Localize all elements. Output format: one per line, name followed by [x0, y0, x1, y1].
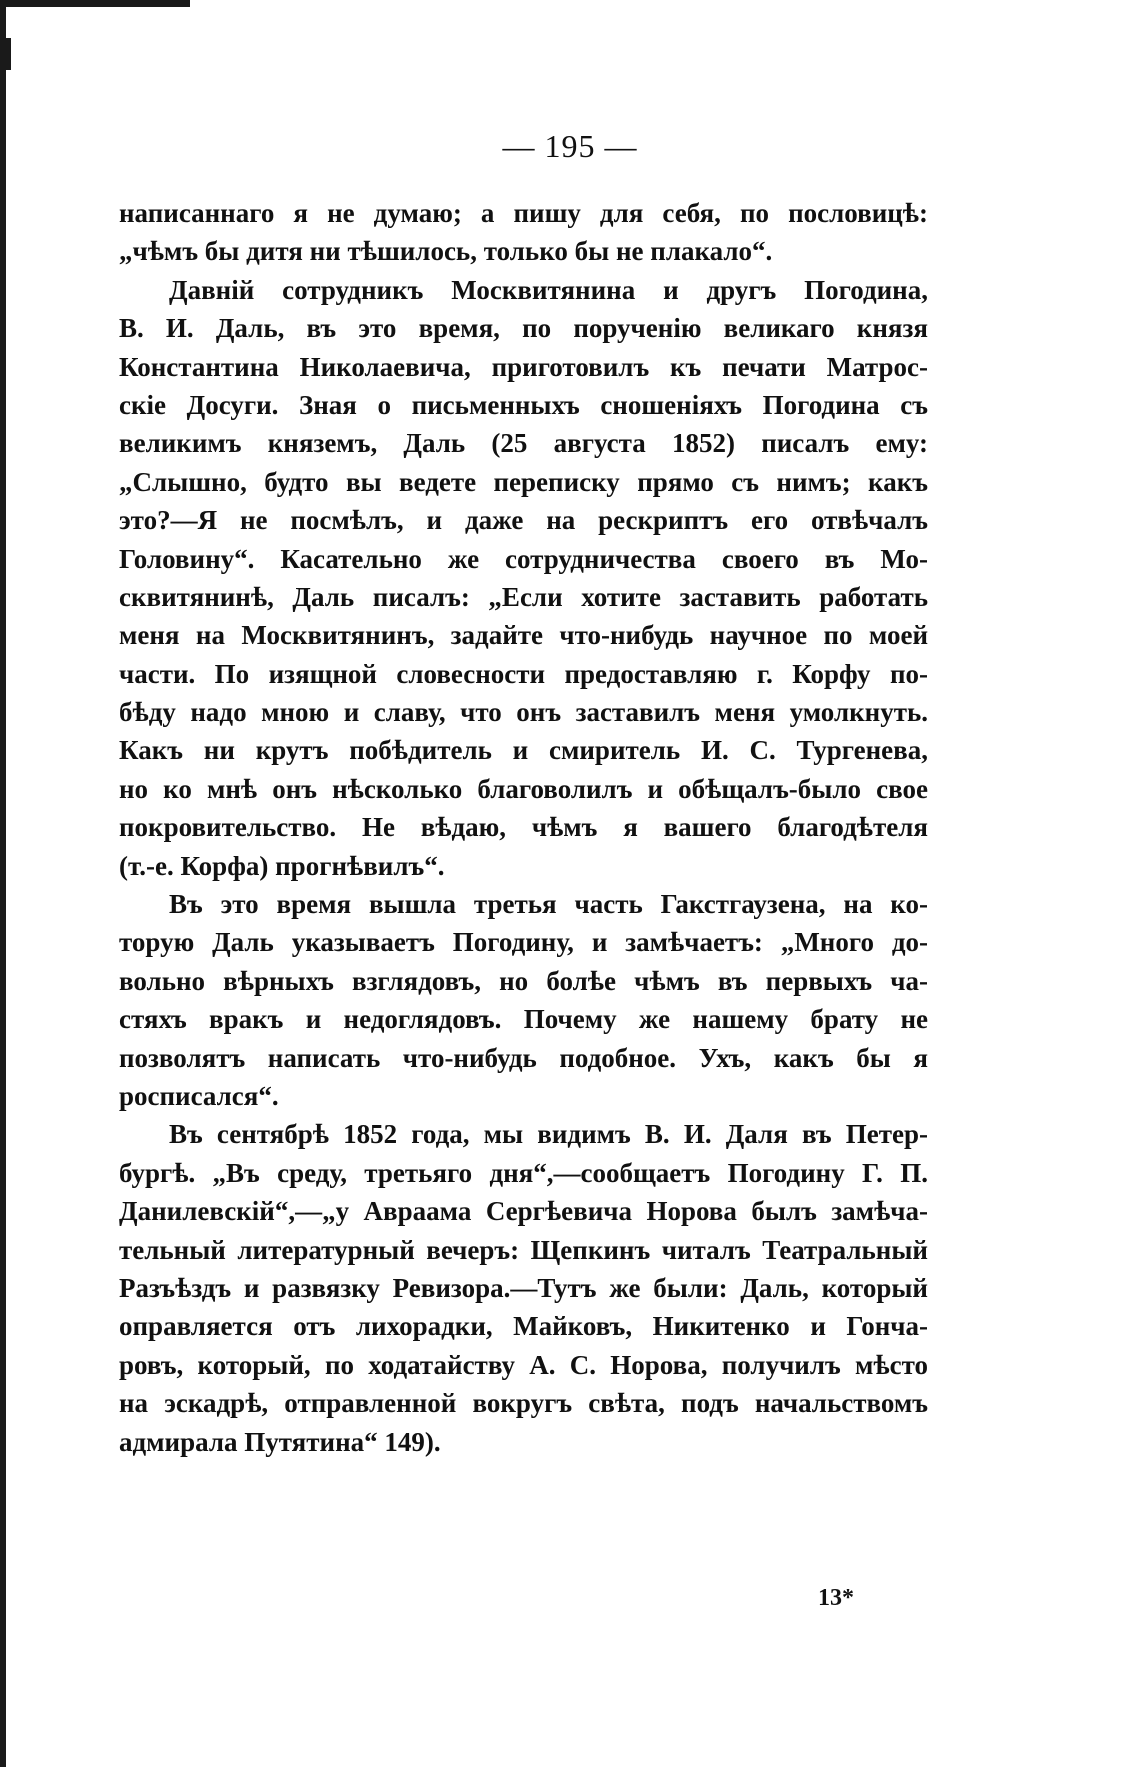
- text-line: росписался“.: [119, 1080, 279, 1111]
- text-line: Въ это время вышла третья часть Гакстгаузена, на ко-: [169, 889, 928, 920]
- text-line: позволятъ написать что-нибудь подобное. Ухъ, какъ бы я: [119, 1042, 928, 1073]
- text-line: великимъ княземъ, Даль (25 августа 1852) писалъ ему:: [119, 428, 928, 459]
- page-number: — 195 —: [502, 128, 638, 164]
- text-line: части. По изящной словесности предоставляю г. Корфу по-: [119, 658, 928, 689]
- text-line: торую Даль указываетъ Погодину, и замѣчаетъ: „Много до-: [119, 927, 928, 958]
- text-line: ровъ, который, по ходатайству А. С. Норова, получилъ мѣсто: [119, 1349, 928, 1380]
- text-line: сквитянинѣ, Даль писалъ: „Если хотите заставить работать: [119, 581, 928, 612]
- text-line: Головину“. Касательно же сотрудничества своего въ Мо-: [119, 543, 928, 574]
- text-line: написаннаго я не думаю; а пишу для себя, по пословицѣ:: [119, 198, 928, 228]
- text-line: бѣду надо мною и славу, что онъ заставилъ меня умолкнуть.: [119, 697, 928, 728]
- text-line: на эскадрѣ, отправленной вокругъ свѣта, подъ начальствомъ: [119, 1388, 928, 1419]
- text-line: скіе Досуги. Зная о письменныхъ сношеніяхъ Погодина съ: [119, 389, 928, 420]
- text-line: „чѣмъ бы дитя ни тѣшилось, только бы не плакало“.: [119, 236, 773, 267]
- text-line: Въ сентябрѣ 1852 года, мы видимъ В. И. Даля въ Петер-: [169, 1119, 928, 1150]
- text-line: Давній сотрудникъ Москвитянина и другъ Погодина,: [169, 274, 928, 305]
- paragraph: [119, 271, 928, 885]
- text-line: Данилевскій“,—„у Авраама Сергѣевича Норова былъ замѣча-: [119, 1196, 928, 1227]
- text-line: вольно вѣрныхъ взглядовъ, но болѣе чѣмъ въ первыхъ ча-: [119, 965, 928, 996]
- paragraph: [119, 885, 928, 1115]
- scan-edge-mark: [6, 38, 11, 70]
- text-line: „Слышно, будто вы ведете переписку прямо съ нимъ; какъ: [119, 466, 928, 497]
- text-line: Какъ ни крутъ побѣдитель и смиритель И. С. Тургенева,: [119, 735, 928, 766]
- signature-mark: 13*: [818, 1585, 854, 1611]
- text-line: Константина Николаевича, приготовилъ къ печати Матрос-: [119, 351, 928, 382]
- scan-edge-left: [0, 0, 6, 1767]
- text-line: но ко мнѣ онъ нѣсколько благоволилъ и обѣщалъ-было свое: [119, 773, 928, 804]
- text-line: это?—Я не посмѣлъ, и даже на рескриптъ его отвѣчалъ: [119, 505, 928, 536]
- text-line: тельный литературный вечеръ: Щепкинъ читалъ Театральный: [119, 1234, 928, 1265]
- text-line: В. И. Даль, въ это время, по порученію великаго князя: [119, 313, 928, 344]
- text-line: меня на Москвитянинъ, задайте что-нибудь научное по моей: [119, 620, 928, 651]
- body-text: [119, 194, 928, 1461]
- text-line: (т.-е. Корфа) прогнѣвилъ“.: [119, 850, 445, 881]
- paragraph: [119, 1115, 928, 1461]
- text-line: оправляется отъ лихорадки, Майковъ, Никитенко и Гонча-: [119, 1311, 928, 1342]
- text-line: бургѣ. „Въ среду, третьяго дня“,—сообщаетъ Погодину Г. П.: [119, 1157, 928, 1188]
- scan-edge-top: [0, 0, 190, 7]
- text-line: покровительство. Не вѣдаю, чѣмъ я вашего благодѣтеля: [119, 812, 928, 843]
- text-line: стяхъ вракъ и недоглядовъ. Почему же нашему брату не: [119, 1004, 928, 1035]
- text-line: Разъѣздъ и развязку Ревизора.—Тутъ же были: Даль, который: [119, 1272, 928, 1303]
- text-line: адмирала Путятина“ 149).: [119, 1426, 441, 1457]
- paragraph: [119, 194, 928, 271]
